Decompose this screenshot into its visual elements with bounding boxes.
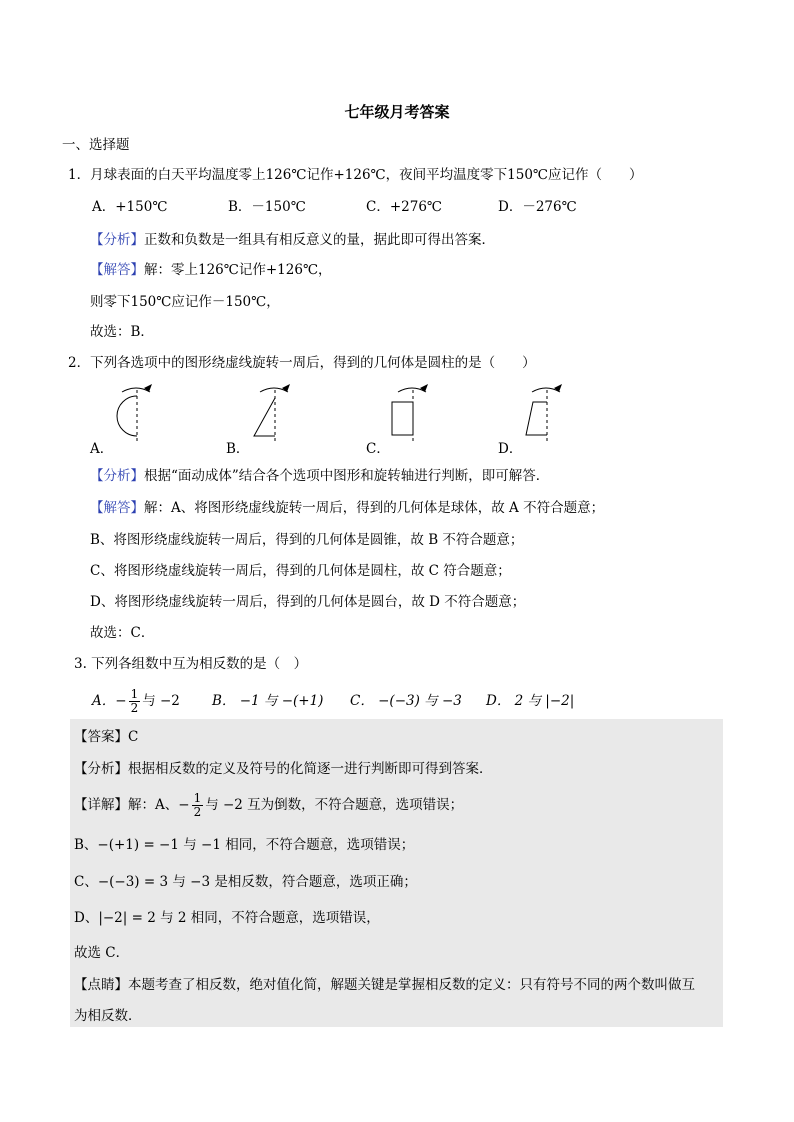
detail-prefix: 【详解】解：A、 bbox=[74, 797, 179, 813]
answer-text: 解：零上126℃记作+126℃， bbox=[144, 262, 332, 278]
q3-option-b: B． −1 与 −(+1) bbox=[212, 693, 324, 709]
q1-option-a: A．+150℃ bbox=[92, 199, 168, 215]
analysis-tag: 【分析】 bbox=[90, 232, 144, 248]
q1-option-c: C．+276℃ bbox=[366, 199, 443, 215]
q1-answer bbox=[90, 261, 332, 279]
q2-line-c: C、将图形绕虚线旋转一周后，得到的几何体是圆柱，故 C 符合题意； bbox=[90, 563, 511, 579]
q3-comment-line1: 【点睛】本题考查了相反数，绝对值化简，解题关键是掌握相反数的定义：只有符号不同的两个数叫做互 bbox=[74, 977, 695, 993]
option-a-tail: 与 −2 bbox=[142, 693, 180, 709]
answer-tag: 【解答】 bbox=[90, 262, 144, 278]
q3-line-b: B、−(+1) = −1 与 −1 相同，不符合题意，选项错误； bbox=[74, 837, 415, 853]
q3-answer: 【答案】C bbox=[74, 729, 139, 745]
q3-line-c: C、−(−3) = 3 与 −3 是相反数，符合题意，选项正确； bbox=[74, 874, 417, 890]
q2-line-b: B、将图形绕虚线旋转一周后，得到的几何体是圆锥，故 B 不符合题意； bbox=[90, 532, 524, 548]
figure-a-label: A． bbox=[90, 441, 114, 457]
figure-b-label: B． bbox=[226, 441, 250, 457]
q2-stem: 2．下列各选项中的图形绕虚线旋转一周后，得到的几何体是圆柱的是（ ） bbox=[68, 355, 536, 371]
q1-analysis bbox=[90, 231, 495, 249]
figure-d-label: D． bbox=[498, 441, 523, 457]
analysis-tag: 【分析】 bbox=[90, 468, 144, 484]
q2-line-d: D、将图形绕虚线旋转一周后，得到的几何体是圆台，故 D 不符合题意； bbox=[90, 594, 526, 610]
section-heading: 一、选择题 bbox=[62, 137, 130, 153]
analysis-text: 正数和负数是一组具有相反意义的量，据此即可得出答案． bbox=[144, 232, 495, 248]
answer-tag: 【解答】 bbox=[90, 500, 144, 516]
fraction-denominator: 2 bbox=[193, 805, 202, 819]
detail-tail: 与 −2 互为倒数，不符合题意，选项错误； bbox=[205, 797, 464, 813]
q1-option-b: B．－150℃ bbox=[228, 199, 306, 215]
option-a-label: A． bbox=[92, 693, 116, 709]
q2-choose: 故选：C． bbox=[90, 625, 155, 641]
fraction-numerator: 1 bbox=[193, 791, 202, 805]
q2-answer bbox=[90, 499, 604, 517]
q3-analysis: 【分析】根据相反数的定义及符号的化简逐一进行判断即可得到答案． bbox=[74, 761, 493, 777]
q1-stem: 1．月球表面的白天平均温度零上126℃记作+126℃，夜间平均温度零下150℃应记作（ ） bbox=[68, 167, 643, 183]
q3-line-d: D、|−2| = 2 与 2 相同，不符合题意，选项错误， bbox=[74, 910, 380, 926]
page-title: 七年级月考答案 bbox=[344, 103, 450, 121]
q3-option-a: A．− $\frac{1}{2}$ 与 −2 bbox=[92, 687, 180, 715]
q1-option-d: D．－276℃ bbox=[498, 199, 577, 215]
q2-analysis bbox=[90, 467, 549, 485]
answer-text: 解：A、将图形绕虚线旋转一周后，得到的几何体是球体，故 A 不符合题意； bbox=[144, 500, 605, 516]
q3-detail: 【详解】解：A、− $\frac{1}{2}$ 与 −2 互为倒数，不符合题意，选项错误； bbox=[74, 791, 464, 819]
fraction-numerator: 1 bbox=[130, 687, 139, 701]
figure-d-trapezoid bbox=[518, 378, 578, 444]
fraction bbox=[129, 688, 141, 715]
q3-option-c: C． −(−3) 与 −3 bbox=[350, 693, 462, 709]
fraction bbox=[192, 792, 204, 819]
figure-b-triangle bbox=[244, 378, 304, 444]
figure-a-semicircle bbox=[100, 378, 160, 444]
figure-c-label: C． bbox=[366, 441, 390, 457]
fraction-denominator: 2 bbox=[130, 701, 139, 715]
q3-comment-line2: 为相反数． bbox=[74, 1008, 142, 1024]
q3-stem: 3. 下列各组数中互为相反数的是（ ） bbox=[74, 656, 308, 672]
q3-option-d: D． 2 与 |−2| bbox=[486, 693, 575, 709]
analysis-text: 根据“面动成体”结合各个选项中图形和旋转轴进行判断，即可解答． bbox=[144, 468, 550, 484]
figure-c-rectangle bbox=[384, 378, 444, 444]
q1-choose: 故选：B． bbox=[90, 324, 154, 340]
q3-choose: 故选 C． bbox=[74, 945, 130, 961]
q1-line2: 则零下150℃应记作－150℃， bbox=[90, 294, 280, 310]
